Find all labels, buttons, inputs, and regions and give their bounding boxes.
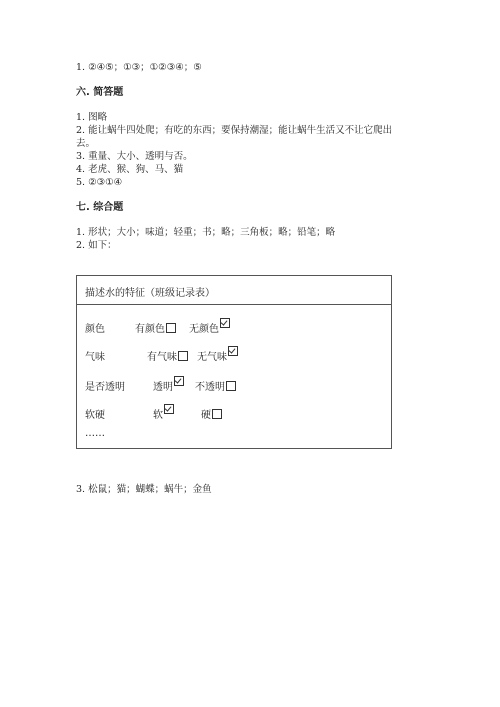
checkbox-empty-icon [166, 323, 176, 333]
section-7-item-3: 3. 松鼠；猫；蝴蝶；蜗牛；金鱼 [76, 484, 212, 495]
section-6-item-4: 4. 老虎、猴、狗、马、猫 [76, 164, 184, 175]
section-6-item-2: 2. 能让蜗牛四处爬；有吃的东西；要保持潮湿；能让蜗牛生活又不让它爬出 [76, 125, 393, 136]
option-has-smell [147, 348, 188, 363]
section-7-item-2: 2. 如下： [76, 240, 117, 251]
option-soft [153, 406, 174, 421]
checkbox-checked-icon [174, 376, 184, 386]
table-ellipsis: …… [85, 428, 105, 439]
checkbox-checked-icon [164, 404, 174, 414]
option-label: 透明 [153, 382, 173, 393]
option-not-transparent [195, 378, 236, 393]
section-7-heading: 七. 综合题 [76, 202, 124, 213]
section-6-item-3: 3. 重量、大小、透明与否。 [76, 151, 193, 162]
option-label: 软 [153, 410, 163, 421]
checkbox-empty-icon [212, 409, 222, 419]
row-label-hardness: 软硬 [85, 410, 105, 421]
section-6-item-5: 5. ②③①④ [76, 177, 123, 188]
option-transparent [153, 378, 184, 393]
section-7-item-1: 1. 形状；大小；味道；轻重；书；略；三角板；略；铅笔；略 [76, 227, 336, 238]
table-title: 描述水的特征（班级记录表） [85, 288, 215, 299]
row-label-color: 颜色 [85, 324, 105, 335]
option-hard [201, 406, 222, 421]
checkbox-checked-icon [228, 346, 238, 356]
section-6-heading: 六. 简答题 [76, 87, 124, 98]
option-has-color [135, 320, 176, 335]
checkbox-empty-icon [178, 351, 188, 361]
option-label: 无颜色 [189, 324, 219, 335]
option-label: 硬 [201, 410, 211, 421]
option-label: 不透明 [195, 382, 225, 393]
row-label-transparency: 是否透明 [85, 382, 125, 393]
option-no-smell [197, 348, 238, 363]
row-label-smell: 气味 [85, 352, 105, 363]
checkbox-empty-icon [226, 381, 236, 391]
table-header [77, 276, 391, 305]
checkbox-checked-icon [220, 318, 230, 328]
option-label: 有颜色 [135, 324, 165, 335]
answer-line-1: 1. ②④⑤；①③；①②③④；⑤ [76, 62, 202, 73]
section-6-item-1: 1. 图略 [76, 112, 108, 123]
section-6-item-2-cont: 去。 [76, 138, 96, 149]
option-no-color [189, 320, 230, 335]
option-label: 有气味 [147, 352, 177, 363]
water-features-table [76, 275, 392, 449]
option-label: 无气味 [197, 352, 227, 363]
